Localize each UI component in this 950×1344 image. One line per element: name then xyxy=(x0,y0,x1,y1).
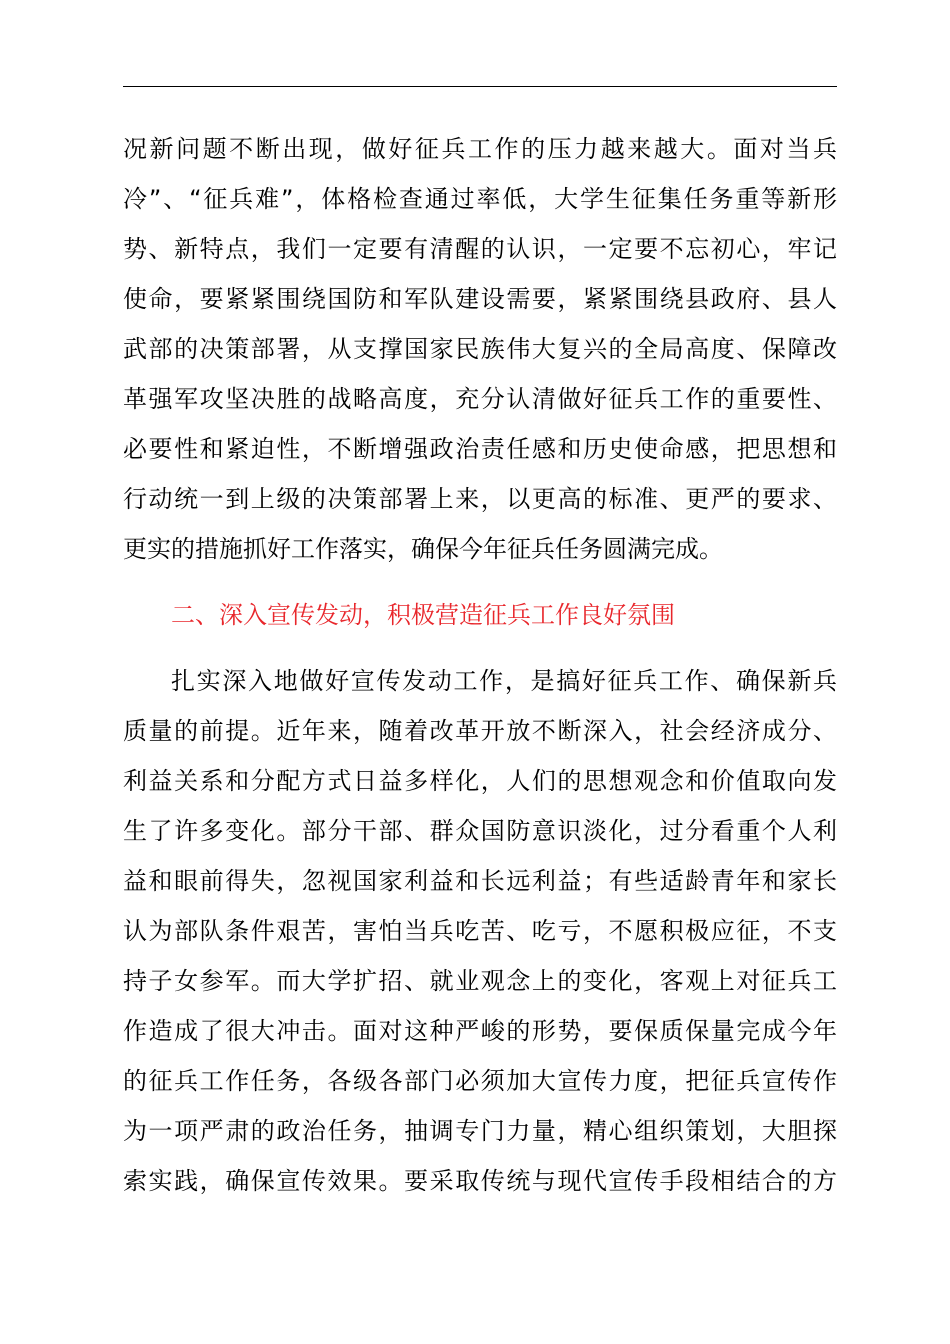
paragraph-2-line: 作造成了很大冲击。面对这种严峻的形势，要保质保量完成今年 xyxy=(123,1017,837,1045)
paragraph-2-line: 的征兵工作任务，各级各部门必须加大宣传力度，把征兵宣传作 xyxy=(123,1067,837,1095)
paragraph-2-line: 生了许多变化。部分干部、群众国防意识淡化，过分看重个人利 xyxy=(123,817,837,845)
paragraph-1-line: 使命，要紧紧围绕国防和军队建设需要，紧紧围绕县政府、县人 xyxy=(123,285,837,313)
paragraph-2-line: 索实践，确保宣传效果。要采取传统与现代宣传手段相结合的方 xyxy=(123,1167,837,1195)
paragraph-2 xyxy=(123,656,837,1206)
paragraph-1-line: 势、新特点，我们一定要有清醒的认识，一定要不忘初心，牢记 xyxy=(123,235,837,263)
paragraph-1-line: 更实的措施抓好工作落实，确保今年征兵任务圆满完成。 xyxy=(123,535,723,563)
paragraph-1-line: 武部的决策部署，从支撑国家民族伟大复兴的全局高度、保障改 xyxy=(123,335,837,363)
paragraph-1-line: 况新问题不断出现，做好征兵工作的压力越来越大。面对当兵 xyxy=(123,135,837,163)
paragraph-1 xyxy=(123,124,837,574)
paragraph-2-line: 质量的前提。近年来，随着改革开放不断深入，社会经济成分、 xyxy=(123,717,837,745)
section-heading: 二、深入宣传发动，积极营造征兵工作良好氛围 xyxy=(171,601,675,629)
paragraph-2-line: 扎实深入地做好宣传发动工作，是搞好征兵工作、确保新兵 xyxy=(171,667,837,695)
paragraph-2-line: 持子女参军。而大学扩招、就业观念上的变化，客观上对征兵工 xyxy=(123,967,837,995)
paragraph-2-line: 利益关系和分配方式日益多样化，人们的思想观念和价值取向发 xyxy=(123,767,837,795)
paragraph-1-line: 冷”、“征兵难”，体格检查通过率低，大学生征集任务重等新形 xyxy=(123,185,837,213)
document-body xyxy=(123,124,837,1206)
paragraph-2-line: 为一项严肃的政治任务，抽调专门力量，精心组织策划，大胆探 xyxy=(123,1117,837,1145)
header-rule xyxy=(123,86,837,87)
paragraph-2-line: 益和眼前得失，忽视国家利益和长远利益；有些适龄青年和家长 xyxy=(123,867,837,895)
paragraph-1-line: 革强军攻坚决胜的战略高度，充分认清做好征兵工作的重要性、 xyxy=(123,385,837,413)
paragraph-1-line: 行动统一到上级的决策部署上来，以更高的标准、更严的要求、 xyxy=(123,485,837,513)
paragraph-1-line: 必要性和紧迫性，不断增强政治责任感和历史使命感，把思想和 xyxy=(123,435,837,463)
paragraph-2-line: 认为部队条件艰苦，害怕当兵吃苦、吃亏，不愿积极应征，不支 xyxy=(123,917,837,945)
